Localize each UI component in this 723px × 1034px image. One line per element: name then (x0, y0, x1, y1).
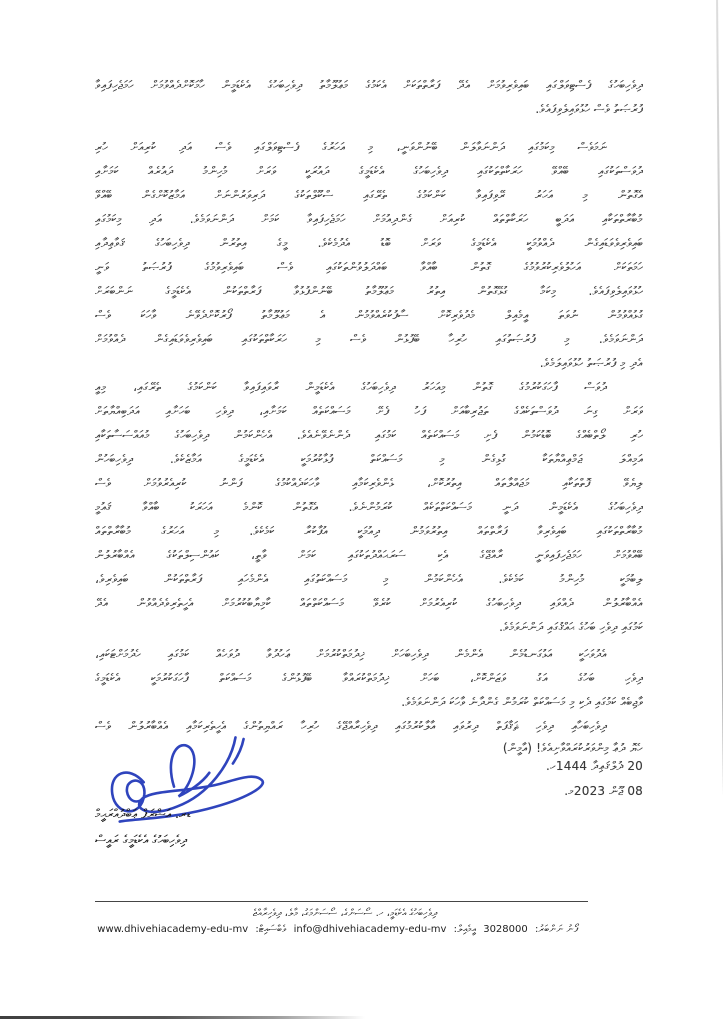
text-line: ލިޔެވޭ ފޮތްތަކާއި މަޖައްލާތައް އިތުރުކޮށް، ޅެންވެރިކަމާއި ވާހަކަދެއްކުމުގެ ފަންނު ކުރިއެރުވުމަށް ވެސް (95, 476, 643, 490)
text-line: ހަމަތަކަށް އަހުލުވެރިކުރުވުމުގެ ގޮތުން ބާއްވާ ބައްދަލުވުންތަކުގައި ވެސް ބައިވެރިވުމުގެ ފުރުޞަތު ވަނީ (95, 260, 643, 274)
paragraph (95, 135, 643, 375)
text-line: ދިވެހި ބަހުގެ އަގު ވަޒަންކޮށް، ބަހަށް ޚިދުމަތްކުރައްވާ ބޭފުޅުންގެ މަސައްކަތް ފާހަގަކުރުމަކީ އެކެޑަމީގެ (95, 671, 643, 685)
text-line: ވާޖިބެއް ކަމުގައި ދެކި މި މަސައްކަތް ކުރަމުން ގެންދާނެ ވާހަކަ ދަންނަވަމެވެ. (401, 695, 643, 709)
footer-divider (95, 901, 588, 902)
phone-label: ފޯނު ނަންބަރު: (534, 924, 578, 935)
text-line: ހުޅުވައިލެވިފައެވެ. މިކަމާ ގުޅޭގޮތުން އިތުރު މަޢުލޫމާތު ބޭނުންފުޅުވާ ފަރާތްތަކުން އެކެޑަމީގެ ނަންބަރަށް (95, 284, 643, 298)
page-edge-bottom-line (0, 1016, 365, 1019)
text-line: ބައިވެރިވެވަޑައިގެން ދެއްވުމަކީ އެކެޑަމީގެ ވަރަށް ބޮޑު އެދުމެކެވެ. މީގެ އިތުރުން ދިވެހިބަހުގެ ޤަވާޢިދާއި (95, 236, 643, 250)
footer-address: ދިވެހިބަހުގެ އެކެޑަމީ، ހ. ސޯސަންގެ، ސޯސަންމަގު، މާލެ، ދިވެހިރާއްޖެ (252, 908, 438, 919)
text-line: ގުޅުއްވުމުން ނުވަތަ އީމެއިލް މެދުވެރިކޮށް ސާފުކުރެއްވުމުން އެ މަޢުލޫމާތު ފޯރުކޮށްދެވޭނެ ވާހަކަ ވެސް (95, 308, 643, 322)
phone-number: 3028000 (483, 924, 528, 935)
text-line: ހުރި ލޯތްބެއްގެ ބޮޑުކަމުން ފެށި މަސައްކަތެއް ކަމުގައި ދެންނެވޭނެއެވެ. އެހެންކަމުން ދިވެހިބަހުގެ މުއައްސަސާތަކާއި (95, 428, 643, 442)
paragraph (95, 375, 643, 639)
date-gregorian: 08 ޖޫން 2023މ. (564, 784, 643, 798)
email-label: އީމެއިލް: (453, 924, 477, 935)
text-line: ފުރުޞަތު ވެސް ހުޅުވައިލެވިފައެވެ. (535, 102, 643, 116)
website-label: ވެބްސައިޓް: (255, 924, 287, 935)
page-edge-right-line (716, 0, 723, 1034)
text-line: ދިވެހިބަހުގެ ފެސްޓިވަލްގައި ބައިވެރިވުމަށް އެދޭ ފަރާތްތަކަށް އެކަމުގެ މަޢުލޫމާތު ދިވެހިބަހުގެ އެކެޑަމީން ހާމަކޮށްދެއްވުމަށް ހަމަޖެހިފައިވާ (95, 78, 643, 92)
text-line: މުބާރާތްތަކާއި އަދަބީ ހަރަކާތްތައް ކުރިއަށް ގެންދިއުމަށް ހަމަޖެހިފައިވާ ކަމަށް ދަންނަވަމެވެ. އަދި މިކަމުގައި (95, 212, 643, 226)
footer-contact-line (97, 922, 580, 938)
text-line: ދިވެހިބަހާއި ދިވެހި ޘަޤާފަތް ދިރުވައި އާލާކުރުމުގައި ދިވެހިރާއްޖޭގެ ހުރިހާ ރައްޔިތުންގެ އެހީތެރިކަމާއި އެއްބާރުލުން ވެސް (95, 719, 607, 733)
paragraph (95, 73, 643, 121)
text-line: ނަމަވެސް މިކަމުގައި ދަންނަވާލަން ބޭނުންވަނީ، މި އަހަރުގެ ފެސްޓިވަލްގައި ވެސް އަދި ކުރިއަށް ހުރި (95, 140, 607, 154)
text-line: ދިވެހިބަހުގެ އެކެޑަމީން ދަނީ މަސައްކަތްތަކެއް ކުރަމުންނެވެ. އެގޮތުން ކޮންމެ އަހަރަކު ބާއްވާ ޤައުމީ (95, 500, 643, 514)
letter-body (95, 73, 643, 804)
text-line: ދަންނަވަމެވެ. މި ފުރުޞަތުގައި ހުރިހާ ބޭފުޅުން ވެސް މި ހަރަކާތްތަކުގައި ބައިވެރިވެވަޑައިގެން ދެއްވުމަށް (95, 332, 643, 346)
date-hijri: 20 ޛުލްޤަޢިދާ 1444ހ. (546, 759, 643, 773)
body-paragraphs (95, 73, 643, 738)
text-line: އެގޮތުން މި އަހަރު ރޭވިފައިވާ ކަންކަމުގެ ތެރޭގައި ސްކޫލްތަކުގެ ދަރިވަރުންނަށް އަމާޒުކޮށްގެން ބޭއްވޭ (95, 188, 643, 202)
website-url: www.dhivehiacademy-edu-mv (97, 924, 249, 935)
text-line: މުބާރާތްތަކުގައި ބައިވެރިވާ ފަރާތްތައް އިތުރުވަމުން ދިއުމަކީ އުފާކުރާ ކަމެކެވެ. މި އަހަރުގެ މުބާރާތްތައް (95, 524, 643, 538)
text-line: ލިބުމަކީ މުހިންމު ކަމެކެވެ. އެހެންކަމުން މި މަސައްކަތުގައި އެންމެހައި ފަރާތްތަކުން ބައިވެރިވެ، (95, 572, 643, 586)
text-line: ކަމުގައި ދިވެހި ބަހުގެ ޙައްޤުގައި ދަންނަވަމެވެ. (499, 620, 643, 634)
signatory-title: ދިވެހިބަހުގެ އެކެޑަމީގެ ރައީސް (95, 832, 187, 847)
signatory-block (95, 801, 285, 853)
email-address: info@dhivehiacademy-edu-mv (293, 924, 447, 935)
text-line: އެއްބާރުލުން ދެއްވައި ދިވެހިބަހުގެ ކުރިއެރުމަށް ކުރެވޭ މަސައްކަތްތައް ކާމިޔާބުކުރުމަށް އެހީތެރިވެދެއްވުން އެދޭ (95, 596, 643, 610)
text-line: އެދި މި ފުރުޞަތު ހުޅުވައިލަމެވެ. (539, 356, 643, 370)
paragraph (95, 642, 643, 714)
closing-salutation: ހެޔޮ ދުޢާ މިންވަރުކުރައްވާށިއެވެ! (އާމީން) (502, 741, 643, 755)
text-line: އެދުވަހަކީ އަޅުގަނޑުމެން އެންމެން ދިވެހިބަހަށް ޚިދުމަތްކުރުމަށް ޢަހުދުވާ ދުވަހެއް ކަމުގައި ހެދުމަށްޓަކައި، (95, 647, 607, 661)
signatory-name: ޑރ. އަޝްރަފް ޢަބްދުއްރަޙީމް (95, 806, 191, 821)
text-line: ދުވަސްތަކުގައި ބޭއްވޭ ހަރަކާތްތަކުގައި ދިވެހިބަހުގެ އެކެޑަމީގެ ދައުރަކީ ވަރަށް މުހިންމު ދައުރެއް ކަމަށާއި (95, 164, 643, 178)
footer (97, 906, 580, 938)
text-line: އަމިއްލަ ޖަމްޢިއްޔާތަކާ ގުޅިގެން މި މަސައްކަތް ފުޅާކުރުމަކީ އެކެޑަމީގެ އަމާޒެކެވެ. ދިވެހިބަހުން (95, 452, 643, 466)
text-line: ބޭއްވުމަށް ހަމަޖެހިފައިވަނީ ރާއްޖޭގެ އެކި ސަރަޙައްދުތަކުގައި ކަމަށް ވާތީ، ކައުންސިލްތަކުގެ އެއްބާރުލުން (95, 548, 643, 562)
text-line: ވަރަށް ގިނަ ދުވަސްތަކެއްގެ ތަޖުރިބާއަށް ފަހު ފެށޭ މަސައްކަތެއް ކަމަށާއި، ދިވެހި ބަހަށާއި އަދަބިއްޔާތަށް (95, 404, 643, 418)
text-line: ދުވަސް ފާހަގަކުރުމުގެ ގޮތުން މިއަހަރު ދިވެހިބަހުގެ އެކެޑަމީން ރާވައިފައިވާ ކަންކަމުގެ ތެރޭގައި، މިއީ (95, 380, 607, 394)
